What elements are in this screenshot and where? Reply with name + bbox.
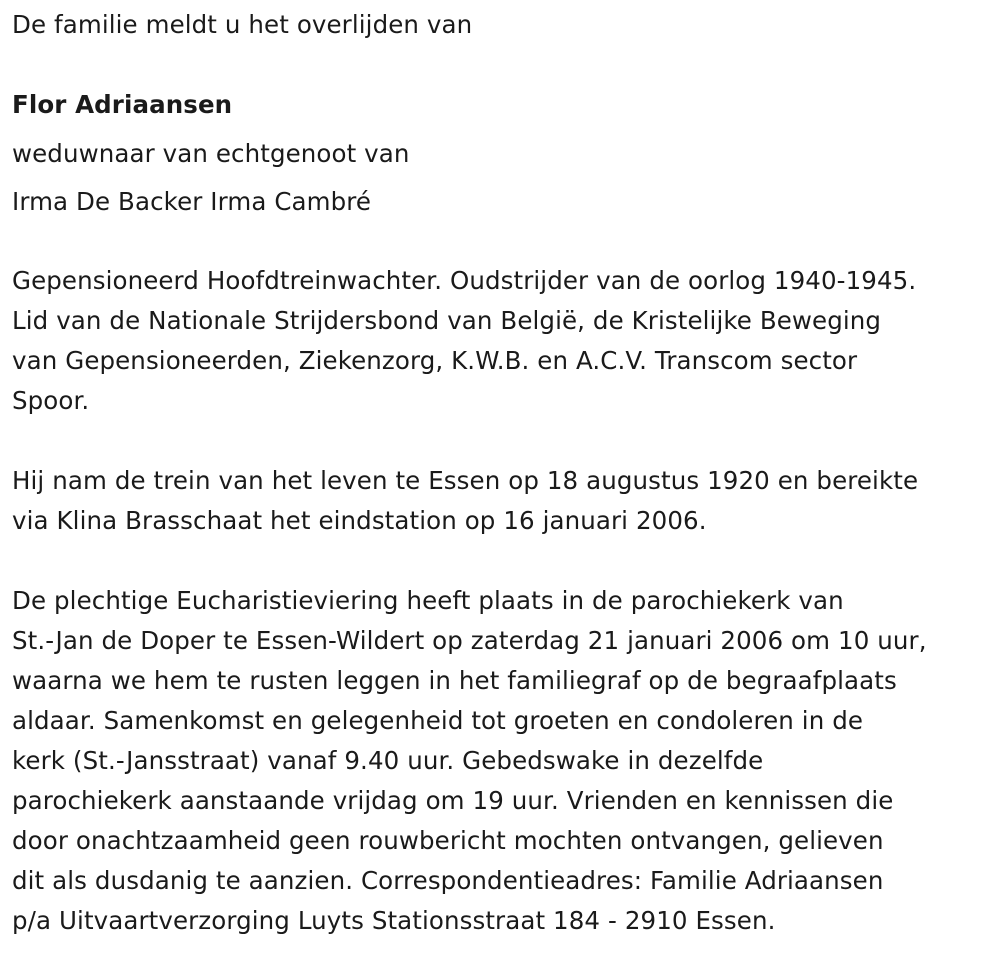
ceremony-line: aldaar. Samenkomst en gelegenheid tot groeten en condoleren in de [12, 706, 864, 735]
life-line: Hij nam de trein van het leven te Essen op 18 augustus 1920 en bereikte [12, 466, 919, 495]
relation-text: weduwnaar van echtgenoot van [12, 139, 410, 168]
ceremony-line: St.-Jan de Doper te Essen-Wildert op zaterdag 21 januari 2006 om 10 uur, [12, 626, 927, 655]
announcement-intro: De familie meldt u het overlijden van [12, 10, 473, 39]
ceremony-line: De plechtige Eucharistieviering heeft plaats in de parochiekerk van [12, 586, 844, 615]
biography-line: Lid van de Nationale Strijdersbond van België, de Kristelijke Beweging [12, 306, 882, 335]
ceremony-line: kerk (St.-Jansstraat) vanaf 9.40 uur. Gebedswake in dezelfde [12, 746, 764, 775]
deceased-name: Flor Adriaansen [12, 90, 233, 119]
life-line: via Klina Brasschaat het eindstation op 16 januari 2006. [12, 506, 707, 535]
biography-line: Spoor. [12, 386, 90, 415]
ceremony-line: dit als dusdanig te aanzien. Correspondentieadres: Familie Adriaansen [12, 866, 884, 895]
ceremony-line: waarna we hem te rusten leggen in het familiegraf op de begraafplaats [12, 666, 897, 695]
spouse-names: Irma De Backer Irma Cambré [12, 187, 372, 216]
ceremony-line: p/a Uitvaartverzorging Luyts Stationsstraat 184 - 2910 Essen. [12, 906, 776, 935]
biography-line: van Gepensioneerden, Ziekenzorg, K.W.B. en A.C.V. Transcom sector [12, 346, 858, 375]
ceremony-line: parochiekerk aanstaande vrijdag om 19 uur. Vrienden en kennissen die [12, 786, 894, 815]
ceremony-line: door onachtzaamheid geen rouwbericht mochten ontvangen, gelieven [12, 826, 884, 855]
biography-line: Gepensioneerd Hoofdtreinwachter. Oudstrijder van de oorlog 1940-1945. [12, 266, 917, 295]
